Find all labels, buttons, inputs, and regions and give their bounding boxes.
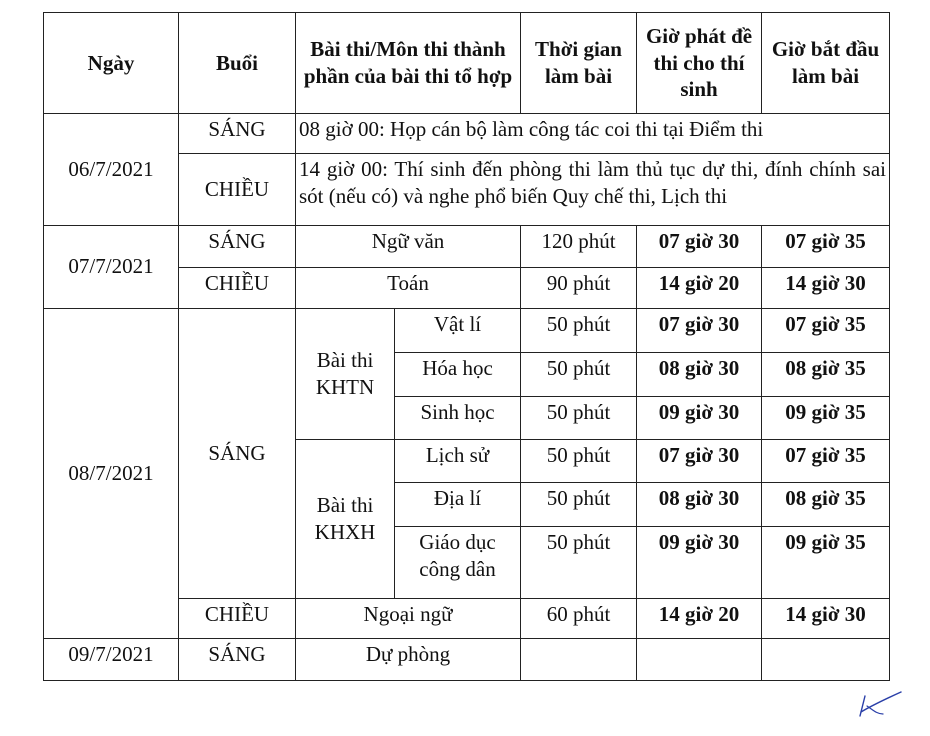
duration-cell: 60 phút: [521, 599, 637, 639]
header-row: [44, 13, 890, 114]
date-cell: 08/7/2021: [44, 309, 179, 639]
handout-time-cell: 14 giờ 20: [637, 268, 762, 309]
handout-time-cell: 08 giờ 30: [637, 483, 762, 527]
subject-cell: Hóa học: [395, 353, 521, 397]
session-cell: SÁNG: [179, 114, 296, 154]
session-cell: CHIỀU: [179, 268, 296, 309]
subject-cell: Toán: [296, 268, 521, 309]
date-cell: 06/7/2021: [44, 114, 179, 226]
header-session: Buổi: [179, 13, 296, 114]
duration-cell: 50 phút: [521, 353, 637, 397]
date-cell: 07/7/2021: [44, 226, 179, 309]
duration-cell: 50 phút: [521, 527, 637, 599]
duration-cell: 50 phút: [521, 309, 637, 353]
signature-mark: [855, 684, 905, 724]
subject-cell: Dự phòng: [296, 639, 521, 681]
duration-cell: 50 phút: [521, 483, 637, 527]
start-time-cell: 07 giờ 35: [762, 440, 890, 483]
handout-time-cell: 07 giờ 30: [637, 226, 762, 268]
start-time-cell: 09 giờ 35: [762, 527, 890, 599]
duration-cell: 50 phút: [521, 397, 637, 440]
start-time-cell: 14 giờ 30: [762, 599, 890, 639]
header-date: Ngày: [44, 13, 179, 114]
subject-cell: Vật lí: [395, 309, 521, 353]
date-cell: 09/7/2021: [44, 639, 179, 681]
session-cell: CHIỀU: [179, 599, 296, 639]
handout-time-cell: [637, 639, 762, 681]
exam-schedule-table: [43, 12, 890, 681]
header-subject: Bài thi/Môn thi thành phần của bài thi tổ hợp: [296, 13, 521, 114]
session-cell: CHIỀU: [179, 154, 296, 226]
start-time-cell: 09 giờ 35: [762, 397, 890, 440]
subject-cell: Lịch sử: [395, 440, 521, 483]
start-time-cell: 14 giờ 30: [762, 268, 890, 309]
note-cell: 08 giờ 00: Họp cán bộ làm công tác coi thi tại Điểm thi: [296, 114, 890, 154]
table-row: [44, 309, 890, 353]
subject-cell: Ngữ văn: [296, 226, 521, 268]
table-row: [44, 639, 890, 681]
subject-cell: Giáo dục công dân: [395, 527, 521, 599]
handout-time-cell: 07 giờ 30: [637, 440, 762, 483]
start-time-cell: 07 giờ 35: [762, 309, 890, 353]
start-time-cell: 07 giờ 35: [762, 226, 890, 268]
handout-time-cell: 09 giờ 30: [637, 527, 762, 599]
start-time-cell: 08 giờ 35: [762, 483, 890, 527]
handout-time-cell: 08 giờ 30: [637, 353, 762, 397]
handout-time-cell: 09 giờ 30: [637, 397, 762, 440]
subject-cell: Ngoại ngữ: [296, 599, 521, 639]
start-time-cell: [762, 639, 890, 681]
session-cell: SÁNG: [179, 639, 296, 681]
duration-cell: 50 phút: [521, 440, 637, 483]
session-cell: SÁNG: [179, 226, 296, 268]
start-time-cell: 08 giờ 35: [762, 353, 890, 397]
header-start-time: Giờ bắt đầu làm bài: [762, 13, 890, 114]
header-duration: Thời gian làm bài: [521, 13, 637, 114]
duration-cell: 120 phút: [521, 226, 637, 268]
exam-group-label: Bài thi KHXH: [296, 440, 395, 599]
exam-group-label: Bài thi KHTN: [296, 309, 395, 440]
session-cell: SÁNG: [179, 309, 296, 599]
table-row: [44, 226, 890, 268]
duration-cell: [521, 639, 637, 681]
subject-cell: Sinh học: [395, 397, 521, 440]
table-row: [44, 114, 890, 154]
header-handout-time: Giờ phát đề thi cho thí sinh: [637, 13, 762, 114]
subject-cell: Địa lí: [395, 483, 521, 527]
note-cell: 14 giờ 00: Thí sinh đến phòng thi làm thủ tục dự thi, đính chính sai sót (nếu có) và nghe phổ biến Quy chế thi, Lịch thi: [296, 154, 890, 226]
handout-time-cell: 07 giờ 30: [637, 309, 762, 353]
handout-time-cell: 14 giờ 20: [637, 599, 762, 639]
duration-cell: 90 phút: [521, 268, 637, 309]
